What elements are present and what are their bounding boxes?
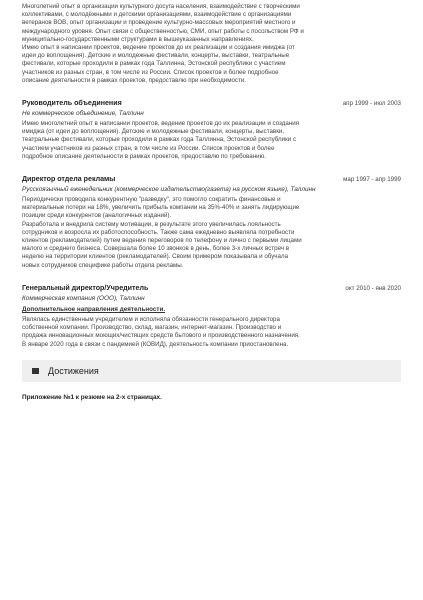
job-title: Генеральный директор/Учредитель	[22, 283, 149, 292]
intro-line: фестивали, которые проходили в рамках года Таллинна, Эстонской республики с участием	[22, 60, 286, 68]
intro-line: описание деятельности в рамках проектов, предоставлю при необходимости.	[22, 76, 246, 84]
job-dates: окт 2010 - янв 2020	[345, 284, 401, 292]
job-organization: Коммерческая компания (ООО), Таллинн	[22, 294, 145, 302]
job-desc-line: продажа инновационных моющих/чистящих средств бытового и производственного назначения.	[22, 332, 300, 340]
job-subheading: Дополнительное направления деятельности.	[22, 305, 166, 313]
achievements-section-header	[22, 360, 401, 382]
job-desc-line: позиции среди конкурентов (аналогичных изданий).	[22, 212, 172, 220]
job-description	[22, 316, 401, 349]
intro-text	[22, 3, 401, 85]
job-organization: Русскоязычный еженедельник (коммерческое издательство(газета) на русском языке), Таллинн	[22, 186, 316, 194]
job-desc-line: новых сотрудников специфике работы отдела рекламы.	[22, 261, 184, 269]
job-desc-line: клиентов (рекламодателей) путем ведения переговоров по телефону и лично с первыми лицами	[22, 237, 302, 245]
job-desc-line: имиджа (от идеи до воплощения). Детские и молодежные фестивали, концерты, выставки,	[22, 128, 285, 136]
job-dates: мар 1997 - апр 1999	[343, 176, 401, 184]
job-desc-line: материальные потери на 18%, увеличить прибыль компании на 35%-40% и занять лидирующие	[22, 204, 300, 212]
job-entry	[22, 99, 401, 161]
job-desc-line: подробное описание деятельности в рамках проектов, предоставлю по требованию.	[22, 152, 266, 160]
job-desc-line: неделю на территории клиентов (рекламодателей). Своим примером показывала и обучала	[22, 253, 289, 261]
job-desc-line: Имею многолетний опыт в написании проектов, ведение проектов до их реализации и создания	[22, 120, 300, 128]
job-title: Руководитель объединения	[22, 99, 122, 108]
job-desc-line: Являлась единственным учредителем и исполняла обязанности генерального директора	[22, 316, 280, 324]
job-title: Директор отдела рекламы	[22, 175, 116, 184]
job-desc-line: В январе 2020 года в связи с пандемией (КОВИД), деятельность компании приостановлена.	[22, 340, 289, 348]
job-organization: Не коммерческое объединение, Таллинн	[22, 110, 144, 118]
intro-line: участников из разных стран, в том числе из России. Список проектов и более подробное	[22, 68, 279, 76]
job-desc-line: участием участников из разных стран, в том числе из России. Список проектов и более	[22, 144, 275, 152]
intro-line: Многолетний опыт в организации культурного досуга населения, взаимодействие с творческими	[22, 3, 300, 10]
intro-line: ветеранов ВОВ, опыт организации и проведение культурно-массовых мероприятий местного и	[22, 19, 296, 27]
job-description	[22, 120, 401, 161]
intro-line: муниципально-государственными структурами в вышеуказанных направлениях.	[22, 35, 254, 43]
job-desc-line: театральные фестивали, которые проходили в рамках года Таллинна, Эстонской республики с	[22, 136, 297, 144]
job-desc-line: Периодически проводила конкурентную "разведку", это помогло сократить финансовые и	[22, 196, 281, 204]
appendix-note: Приложение №1 к резюме на 2-х страницах.	[22, 393, 162, 401]
job-description	[22, 196, 401, 270]
intro-line: идеи до воплощения). Детские и молодежные фестивали, концерты, выставки, театральные	[22, 52, 290, 60]
intro-line: международного уровня. Опыт связи с общественностью, СМИ, опыт работы с посольством РФ и	[22, 27, 304, 35]
job-dates: апр 1999 - июл 2003	[342, 100, 401, 108]
job-desc-line: Разработала и внедрила систему мотивации, в результате этого увеличилась лояльность	[22, 220, 281, 228]
intro-line: Имею опыт в написании проектов, ведение проектов до их реализации и создания имиджа (от	[22, 44, 295, 52]
list-icon	[32, 367, 39, 374]
job-desc-line: сотрудников и возросла их работоспособность. Также сама ежедневно выявляла потребности	[22, 228, 295, 236]
job-desc-line: малого и среднего бизнеса. Совершала более 10 звонков в день, более 3-х личных встреч в	[22, 245, 290, 253]
section-title: Достижения	[48, 365, 99, 376]
job-entry	[22, 284, 401, 349]
intro-line: коллективами, с молодёжными и детскими организациями, взаимодействие с организациями	[22, 11, 292, 19]
job-desc-line: собственной компании. Производство, склад, магазин, интернет-магазин. Производство и	[22, 324, 282, 332]
job-entry	[22, 175, 401, 270]
